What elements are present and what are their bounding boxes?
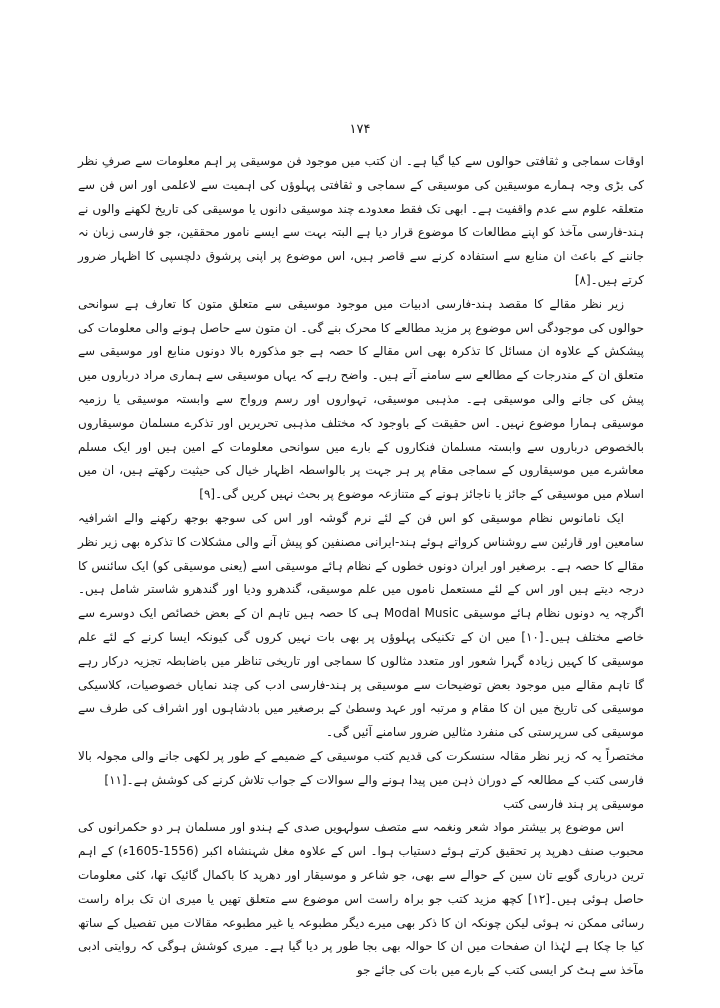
paragraph-p2: زیر نظر مقالے کا مقصد ہند-فارسی ادبیات میں موجود موسیقی سے متعلق متون کا تعارف ہے سوانحی حوالوں کی موجودگی اس موضوع پر مزید مطالعے کا محرک بنے گی۔ ان متون سے حاصل ہونے والی معلومات کی پیشکش کے علاوہ ان مسائل کا تذکرہ بھی اس مقالے کا حصہ ہے جو مذکورہ بالا دونوں منابع اور موسیقی سے متعلق ان کے مندرجات کے مطالعے سے سامنے آتے ہیں۔ واضح رہے کہ یہاں موسیقی سے ہماری مراد درباروں میں پیش کی جانے والی موسیقی ہے۔ مذہبی موسیقی، تہواروں اور رسم ورواج سے وابستہ موسیقی یا رزمیہ موسیقی ہمارا موضوع نہیں۔ اس حقیقت کے باوجود کہ مختلف مذہبی تحریریں اور تذکرے مسلمان موسیقاروں بالخصوص درباروں سے وابستہ مسلمان فنکاروں کے بارے میں سوانحی معلومات کے امین ہیں اور ایک مسلم معاشرے میں موسیقاروں کے سماجی مقام پر ہر جہت پر بالواسطہ اظہار خیال کی حیثیت رکھتے ہیں، ان میں اسلام میں موسیقی کے جائز یا ناجائز ہونے کے متنازعہ موضوع پر بحث نہیں کریں گی۔[۹] <box>78 296 644 502</box>
paragraph-p4: مختصراً یہ کہ زیر نظر مقالہ سنسکرت کی قدیم کتب موسیقی کے ضمیمے کے طور پر لکھی جانے والی مجولہ بالا فارسی کتب کے مطالعہ کے دوران ذہن میں پیدا ہونے والے سوالات کے جواب تلاش کرنے کی کوشش ہے۔[۱۱] <box>78 748 644 787</box>
paragraph-p6: اس موضوع پر بیشتر مواد شعر ونغمہ سے متصف سولہویں صدی کے ہندو اور مسلمان ہر دو حکمرانوں کی محبوب صنف دھرپد پر تحقیق کرتے ہوئے دستیاب ہوا۔ اس کے علاوہ مغل شہنشاہ اکبر (1556-1605ء) کے اہم ترین درباری گویے تان سین کے حوالے سے بھی، جو شاعر و موسیقار اور دھرپد کا باکمال گائیک تھا، کئی معلومات حاصل ہوئی ہیں۔[۱۲] کچھ مزید کتب جو براہ راست اس موضوع سے متعلق تھیں یا میری ان تک براہ راست رسائی ممکن نہ ہوئی لیکن چونکہ ان کا ذکر بھی میرے دیگر مطبوعہ یا غیر مطبوعہ مقالات میں تفصیل کے ساتھ کیا جا چکا ہے لہٰذا ان صفحات میں ان کا حوالہ بھی بجا طور پر دیا گیا ہے۔ میری کوشش ہوگی کہ روایتی ادبی مآخذ سے ہٹ کر ایسی کتب کے بارے میں بات کی جائے جو <box>78 820 644 978</box>
paragraph-p3: ایک نامانوس نظام موسیقی کو اس فن کے لئے نرم گوشہ اور اس کی سوجھ بوجھ رکھنے والے اشرافیہ سامعین اور قارئین سے روشناس کرواتے ہوئے ہند-ایرانی مصنفین کو پیش آنے والی مشکلات کا تذکرہ بھی زیر نظر مقالے کا حصہ ہے۔ برصغیر اور ایران دونوں خطوں کے نظام ہائے موسیقی اسے (یعنی موسیقی کو) ایک سائنس کا درجہ دیتے ہیں اور اس کے لئے مستعمل ناموں میں علم موسیقی، گندھرو ودیا اور گندھرو شاستر شامل ہیں۔ اگرچہ یہ دونوں نظام ہائے موسیقی Modal Music ہی کا حصہ ہیں تاہم ان کے بعض خصائص ایک دوسرے سے خاصے مختلف ہیں۔[۱۰] میں ان کے تکنیکی پہلوؤں پر بھی بات نہیں کروں گی کیونکہ ایسا کرنے کے لئے علم موسیقی کا کہیں زیادہ گہرا شعور اور متعدد مثالوں کا سماجی اور تاریخی تناظر میں باضابطہ تجزیہ درکار رہے گا تاہم مقالے میں موجود بعض توضیحات سے موسیقی پر ہند-فارسی ادب کی چند نمایاں خصوصیات، کلاسیکی موسیقی کی تاریخ میں ان کا مقام و مرتبہ اور عہد وسطیٰ کے برصغیر میں بادشاہوں اور اشراف کی طرف سے موسیقی کی سرپرستی کی منفرد مثالیں ضرور سامنے آئیں گی۔ <box>78 510 644 740</box>
paragraph-p1: اوقات سماجی و ثقافتی حوالوں سے کیا گیا ہے۔ ان کتب میں موجود فن موسیقی پر اہم معلومات سے صرفِ نظر کی بڑی وجہ ہمارے موسیقین کی موسیقی کے سماجی و ثقافتی پہلوؤں کی اہمیت سے لاعلمی اور اس فن سے متعلقہ علوم سے عدم واقفیت ہے۔ ابھی تک فقط معدودے چند موسیقی دانوں یا موسیقی کی تاریخ لکھنے والوں نے ہند-فارسی مآخذ کو اپنے مطالعات کا موضوع قرار دیا ہے البتہ بہت سے ایسے نامور محققین، جو فارسی زبان نہ جاننے کے باعث ان منابع سے استفادہ کرنے سے قاصر ہیں، اس موضوع پر اپنی پرشوق دلچسپی کا اظہار ضرور کرتے ہیں۔[۸] <box>78 154 644 287</box>
body-text <box>78 150 644 983</box>
page-number: ۱۷۴ <box>349 122 371 137</box>
section-heading: موسیقی پر ہند فارسی کتب <box>503 796 644 811</box>
